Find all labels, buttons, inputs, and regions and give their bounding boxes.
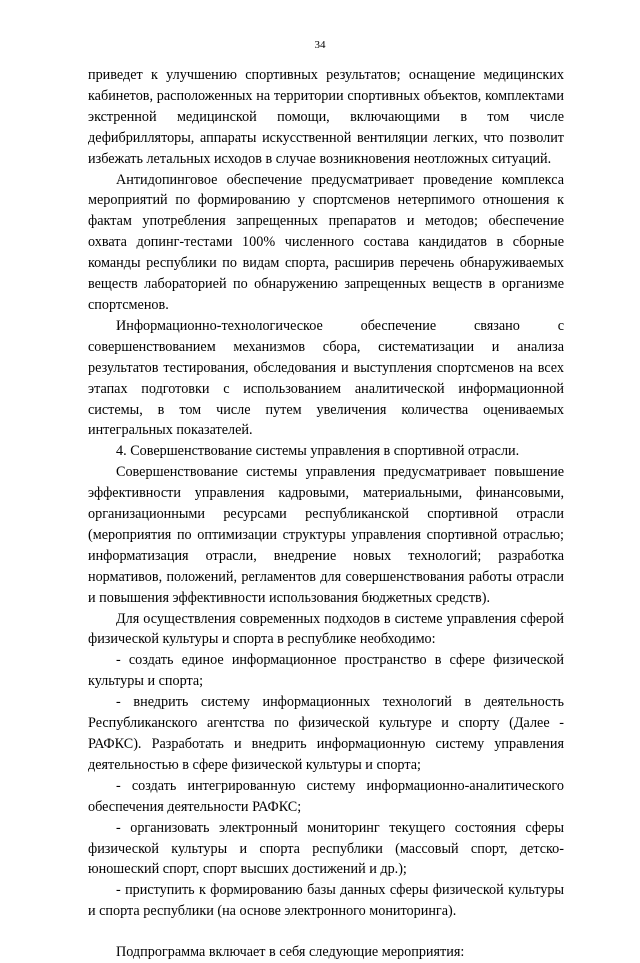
paragraph-closing: Подпрограмма включает в себя следующие мероприятия:: [116, 944, 465, 961]
paragraph-continuation: приведет к улучшению спортивных результатов; оснащение медицинских кабинетов, расположенных на территории спортивных объектов, комплектами экстренной медицинской помощи, включающими в том числе дефибрилляторы, аппараты искусственной вентиляции легких, что позволит избежать летальных исходов в случае возникновения неотложных ситуаций.: [88, 67, 564, 167]
paragraph-approaches: Для осуществления современных подходов в системе управления сферой физической культуры и спорта в республике необходимо:: [88, 610, 564, 648]
list-item: - организовать электронный мониторинг текущего состояния сферы физической культуры и спорта республики (массовый спорт, детско-юношеский спорт, спорт высших достижений и др.);: [88, 819, 564, 878]
document-body: [88, 65, 564, 963]
paragraph-antidoping: Антидопинговое обеспечение предусматривает проведение комплекса мероприятий по формированию у спортсменов нетерпимого отношения к фактам употребления запрещенных препаратов и методов; обеспечение охвата допинг-тестами 100% численного состава кандидатов в сборные команды республики по видам спорта, расширив перечень обнаруживаемых веществ лабораторией по обнаружению запрещенных веществ в организме спортсменов.: [88, 171, 564, 313]
section-heading-management: 4. Совершенствование системы управления в спортивной отрасли.: [116, 443, 520, 460]
list-item: - внедрить систему информационных технологий в деятельность Республиканского агентства по физической культуре и спорту (Далее - РАФКС). Разработать и внедрить информационную систему управления деятельностью в сфере физической культуры и спорта;: [88, 694, 564, 773]
list-item: - создать единое информационное пространство в сфере физической культуры и спорта;: [88, 652, 564, 690]
paragraph-it-support: Информационно-технологическое обеспечение связано с совершенствованием механизмов сбора, систематизации и анализа результатов тестирования, обследования и выступления спортсменов на всех этапах подготовки с использованием аналитической информационной системы, в том числе путем увеличения количества оцениваемых интегральных показателей.: [88, 317, 564, 439]
page-number: 34: [314, 39, 326, 51]
list-item: - приступить к формированию базы данных сферы физической культуры и спорта республики (на основе электронного мониторинга).: [88, 882, 564, 920]
spacer: [88, 922, 564, 942]
paragraph-management: Совершенствование системы управления предусматривает повышение эффективности управления кадровыми, материальными, финансовыми, организационными ресурсами республиканской спортивной отрасли (мероприятия по оптимизации структуры управления спортивной отраслью; информатизация отрасли, внедрение новых технологий; разработка нормативов, положений, регламентов для совершенствования работы отрасли и повышения эффективности использования бюджетных средств).: [88, 464, 564, 606]
list-item: - создать интегрированную систему информационно-аналитического обеспечения деятельности РАФКС;: [88, 777, 564, 815]
